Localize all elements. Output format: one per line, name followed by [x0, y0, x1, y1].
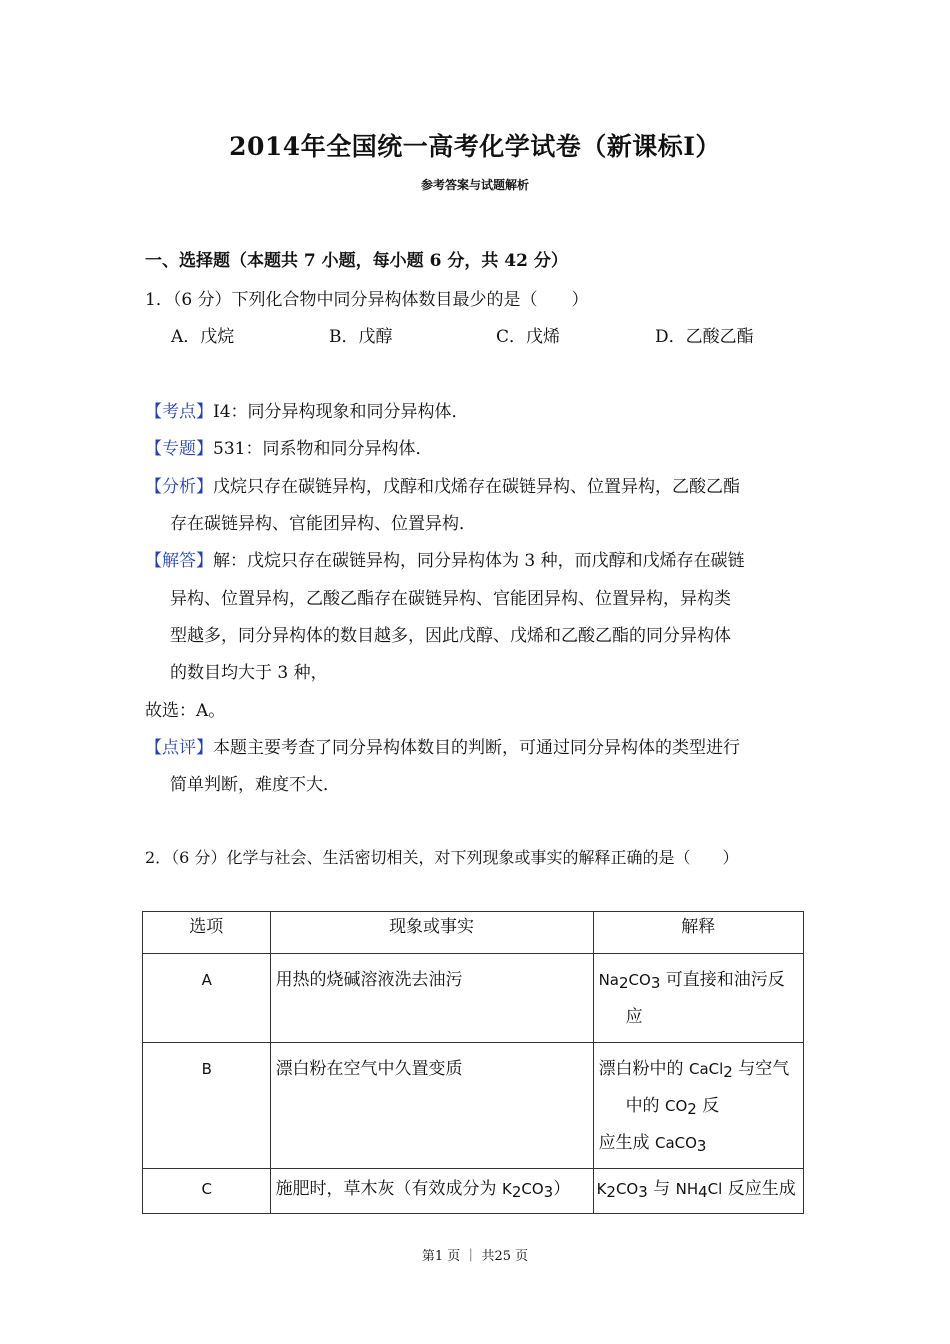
row-c-option: C [143, 1169, 271, 1214]
kaodian-line [145, 397, 469, 422]
dianping-text-1: 本题主要考查了同分异构体数目的判断，可通过同分异构体的类型进行 [213, 738, 740, 758]
option-b: B．戊醇 [329, 327, 393, 347]
jieda-line-1 [145, 546, 745, 571]
kaodian-text: I4：同分异构现象和同分异构体． [213, 402, 469, 422]
zhuanti-tag: 【专题】 [145, 439, 213, 459]
row-a-explanation: $Na_2CO_3$ 可直接和油污反 应 [593, 954, 803, 1043]
fenxi-text-1: 戊烷只存在碳链异构，戊醇和戊烯存在碳链异构、位置异构，乙酸乙酯 [213, 477, 740, 497]
header-option: 选项 [143, 912, 271, 954]
page-subtitle: 参考答案与试题解析 [420, 178, 529, 192]
row-a-fact: 用热的烧碱溶液洗去油污 [270, 954, 593, 1043]
jieda-line-3: 型越多，同分异构体的数目越多，因此戊醇、戊烯和乙酸乙酯的同分异构体 [170, 626, 731, 646]
dianping-line-1 [145, 733, 740, 758]
page-title: 2014年全国统一高考化学试卷（新课标Ⅰ） [229, 132, 721, 161]
jieda-line-2: 异构、位置异构，乙酸乙酯存在碳链异构、官能团异构、位置异构，异构类 [170, 589, 731, 609]
fenxi-tag: 【分析】 [145, 477, 213, 497]
option-a: A．戊烷 [171, 327, 235, 347]
kaodian-tag: 【考点】 [145, 402, 213, 422]
question-2-stem: 2．（6 分）化学与社会、生活密切相关，对下列现象或事实的解释正确的是（ ） [145, 848, 739, 867]
row-c-fact: 施肥时，草木灰（有效成分为 $K_2CO_3$） [270, 1169, 593, 1214]
dianping-line-2: 简单判断，难度不大． [170, 775, 340, 795]
row-a-option: A [143, 954, 271, 1043]
row-b-explanation: 漂白粉中的 CaCl$_2$ 与空气 中的 $CO_2$ 反 应生成 CaCO$_3$ [593, 1043, 803, 1169]
question-2-table [142, 911, 804, 1214]
answer-line: 故选：A。 [145, 701, 226, 721]
option-c: C．戊烯 [496, 327, 561, 347]
zhuanti-line [145, 434, 432, 459]
dianping-tag: 【点评】 [145, 738, 213, 758]
section-heading: 一、选择题（本题共 7 小题，每小题 6 分，共 42 分） [145, 251, 568, 271]
row-b-option: B [143, 1043, 271, 1169]
fenxi-line-1 [145, 472, 740, 497]
table-row [143, 1043, 804, 1169]
row-c-explanation: $K_2CO_3$ 与 $NH_4Cl$ 反应生成 [593, 1169, 803, 1214]
header-explanation: 解释 [593, 912, 803, 954]
question-1-stem: 1．（6 分）下列化合物中同分异构体数目最少的是（ ） [145, 290, 589, 310]
zhuanti-text: 531：同系物和同分异构体． [213, 439, 433, 459]
fenxi-line-2: 存在碳链异构、官能团异构、位置异构． [170, 514, 476, 534]
jieda-text-1: 解：戊烷只存在碳链异构，同分异构体为 3 种，而戊醇和戊烯存在碳链 [213, 551, 745, 571]
header-fact: 现象或事实 [270, 912, 593, 954]
row-b-fact: 漂白粉在空气中久置变质 [270, 1043, 593, 1169]
table-row [143, 954, 804, 1043]
table-header-row [143, 912, 804, 954]
table-row [143, 1169, 804, 1214]
jieda-line-4: 的数目均大于 3 种， [170, 663, 328, 683]
jieda-tag: 【解答】 [145, 551, 213, 571]
option-d: D．乙酸乙酯 [655, 327, 754, 347]
page-footer: 第1 页 ｜ 共25 页 [421, 1249, 529, 1264]
